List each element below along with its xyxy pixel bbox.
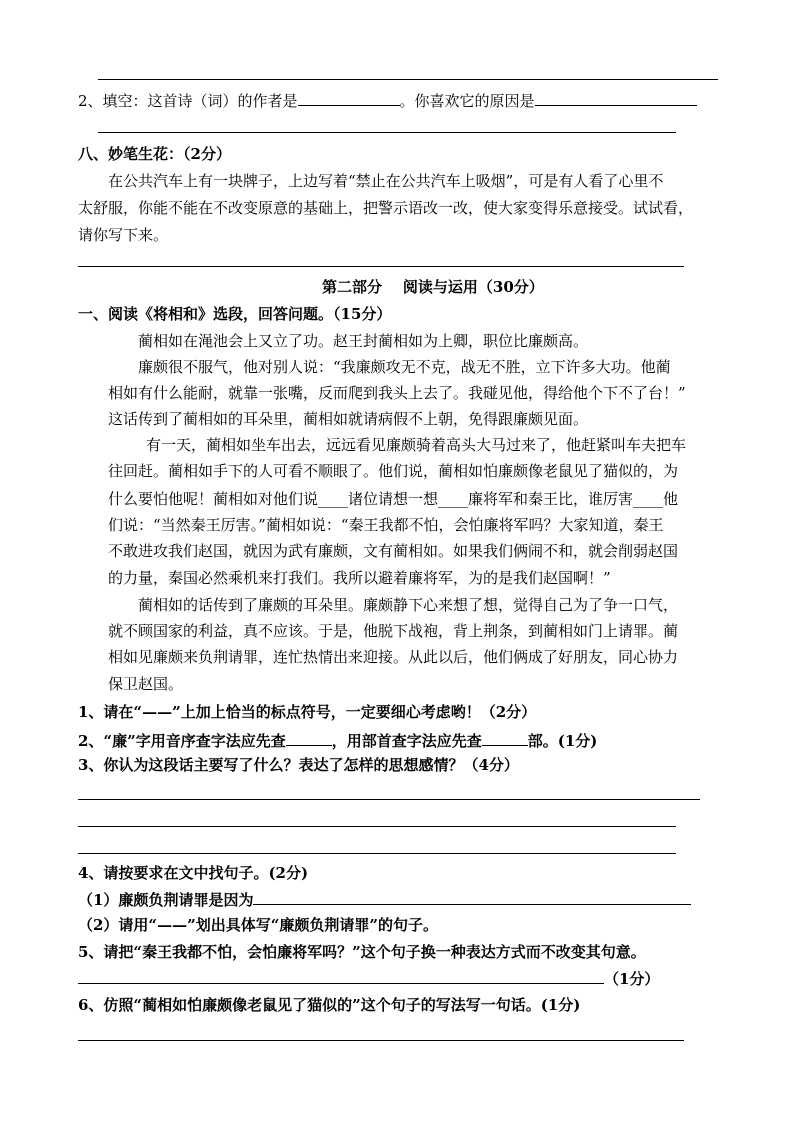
passage-line: 这话传到了蔺相如的耳朵里，蔺相如就请病假不上朝，免得跟廉颇见面。 <box>108 410 589 428</box>
passage-line: 不敢进攻我们赵国，就因为武有廉颇，文有蔺相如。如果我们俩闹不和，就会削弱赵国 <box>108 542 679 560</box>
phonetic-blank[interactable] <box>286 730 332 746</box>
answer-line[interactable] <box>78 266 684 267</box>
question-1: 1、请在“——”上加上恰当的标点符号，一定要细心考虑哟！（2分） <box>78 703 537 721</box>
passage-line: 就不顾国家的利益，真不应该。于是，他脱下战袍，背上荆条，到蔺相如门上请罪。蔺 <box>108 622 679 640</box>
question-5-answer <box>78 968 659 989</box>
passage-line: 们说：“当然秦王厉害。”蔺相如说：“秦王我都不怕，会怕廉将军吗？大家知道，秦王 <box>108 516 664 534</box>
passage-line: 往回赶。蔺相如手下的人可看不顺眼了。他们说，蔺相如怕廉颇像老鼠见了猫似的，为 <box>108 462 679 480</box>
question-5-score: （1分） <box>604 970 660 988</box>
radical-blank[interactable] <box>482 730 528 746</box>
part2-title: 第二部分 阅读与运用（30分） <box>322 278 544 296</box>
passage-line: 什么要怕他呢！蔺相如对他们说____诸位请想一想____廉将军和秦王比，谁厉害____他 <box>108 490 679 508</box>
reason-blank[interactable] <box>535 90 697 106</box>
question-4-1 <box>78 889 691 910</box>
passage-line: 廉颇很不服气，他对别人说：“我廉颇攻无不克，战无不胜，立下许多大功。他蔺 <box>138 358 671 376</box>
poem-q2-prefix: 2、填空：这首诗（词）的作者是 <box>78 92 298 110</box>
reading-heading: 一、阅读《将相和》选段，回答问题。（15分） <box>78 305 392 323</box>
passage-line: 相如见廉颇来负荆请罪，连忙热情出来迎接。从此以后，他们俩成了好朋友，同心协力 <box>108 648 679 666</box>
answer-line[interactable] <box>78 853 676 854</box>
passage-line: 蔺相如的话传到了廉颇的耳朵里。廉颇静下心来想了想，觉得自己为了争一口气， <box>138 596 679 614</box>
author-blank[interactable] <box>298 90 400 106</box>
passage-line: 相如有什么能耐，就靠一张嘴，反而爬到我头上去了。我碰见他，得给他个下不了台！” <box>108 384 686 402</box>
answer-line[interactable] <box>78 826 676 827</box>
question-4-2: （2）请用“——”划出具体写“廉颇负荆请罪”的句子。 <box>78 916 438 934</box>
question-5: 5、请把“秦王我都不怕，会怕廉将军吗？”这个句子换一种表达方式而不改变其句意。 <box>78 943 646 961</box>
passage-line: 有一天，蔺相如坐车出去，远远看见廉颇骑着高头大马过来了，他赶紧叫车夫把车 <box>146 436 687 454</box>
question-2-part-b: ，用部首查字法应先查 <box>331 732 482 750</box>
passage-line: 保卫赵国。 <box>108 675 184 693</box>
passage-line: 蔺相如在渑池会上又立了功。赵王封蔺相如为上卿，职位比廉颇高。 <box>138 332 589 350</box>
poem-q2 <box>78 90 697 111</box>
question-4-1-text: （1）廉颇负荆请罪是因为 <box>78 891 254 909</box>
question-2-part-c: 部。(1分) <box>527 732 598 750</box>
poem-q2-middle: 。你喜欢它的原因是 <box>399 92 535 110</box>
section8-para-line: 太舒服，你能不能在不改变原意的基础上，把警示语改一改，使大家变得乐意接受。试试看， <box>78 199 694 217</box>
question-6: 6、仿照“蔺相如怕廉颇像老鼠见了猫似的”这个句子的写法写一句话。(1分) <box>78 996 581 1014</box>
section8-heading: 八、妙笔生花：（2分） <box>78 145 231 163</box>
answer-line[interactable] <box>78 1040 684 1041</box>
passage-line: 的力量，秦国必然乘机来打我们。我所以避着廉将军，为的是我们赵国啊！” <box>108 569 611 587</box>
answer-line[interactable] <box>78 799 700 800</box>
answer-line[interactable] <box>98 132 676 133</box>
answer-line[interactable] <box>98 79 718 80</box>
section8-para-line: 在公共汽车上有一块牌子，上边写着“禁止在公共汽车上吸烟”，可是有人看了心里不 <box>108 172 664 190</box>
question-3: 3、你认为这段话主要写了什么？表达了怎样的思想感情？（4分） <box>78 756 519 774</box>
question-2 <box>78 730 597 751</box>
question-4: 4、请按要求在文中找句子。(2分) <box>78 864 309 882</box>
rewrite-blank[interactable] <box>78 968 604 984</box>
section8-para-line: 请你写下来。 <box>78 226 169 244</box>
reason-answer-blank[interactable] <box>253 889 691 905</box>
question-2-part-a: 2、“廉”字用音序查字法应先查 <box>78 732 286 750</box>
